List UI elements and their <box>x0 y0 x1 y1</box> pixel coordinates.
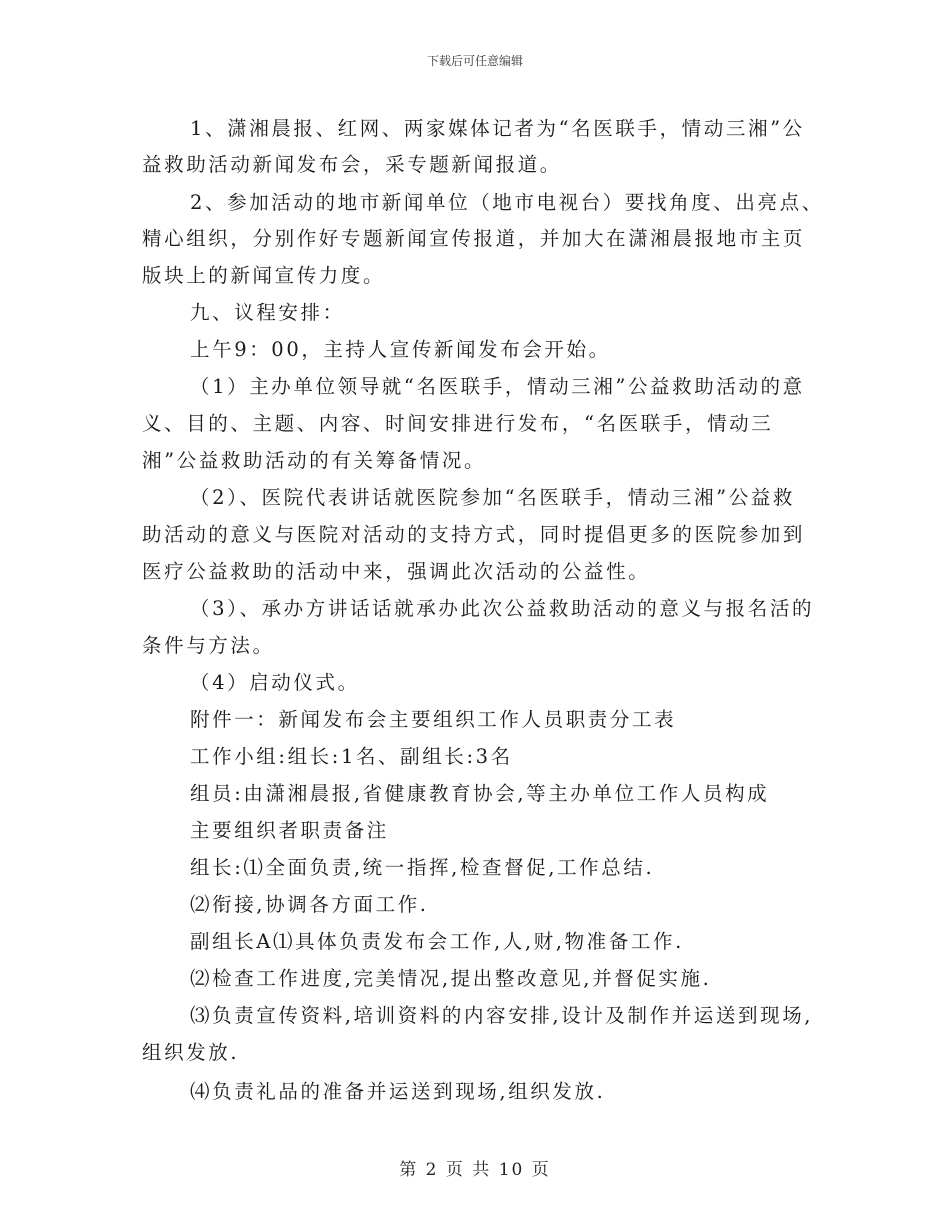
paragraph-line: 上午9：00，主持人宣传新闻发布会开始。 <box>190 338 611 361</box>
paragraph-line: ⑵衔接,协调各方面工作. <box>190 893 429 916</box>
paragraph-line: ⑶负责宣传资料,培训资料的内容安排,设计及制作并运送到现场, <box>190 1004 814 1027</box>
paragraph-line: 助活动的意义与医院对活动的支持方式，同时提倡更多的医院参加到 <box>142 523 806 546</box>
paragraph-line: （4）启动仪式。 <box>190 671 360 694</box>
page-footer: 第 2 页 共 10 页 <box>399 1160 551 1180</box>
paragraph-line: （2）、医院代表讲话就医院参加“名医联手，情动三湘”公益救 <box>190 486 795 509</box>
paragraph-line: 条件与方法。 <box>142 634 275 657</box>
paragraph-line: 医疗公益救助的活动中来，强调此次活动的公益性。 <box>142 560 651 583</box>
paragraph-line: 组织发放. <box>142 1041 240 1064</box>
paragraph-line: （3）、承办方讲话话就承办此次公益救助活动的意义与报名活的 <box>190 597 815 620</box>
paragraph-line: 附件一：新闻发布会主要组织工作人员职责分工表 <box>190 708 677 731</box>
paragraph-line: （1）主办单位领导就“名医联手，情动三湘”公益救助活动的意 <box>190 375 805 398</box>
paragraph-line: 组员:由潇湘晨报,省健康教育协会,等主办单位工作人员构成 <box>190 782 770 805</box>
paragraph-line: 工作小组:组长:1名、副组长:3名 <box>190 745 513 768</box>
paragraph-line: ⑵检查工作进度,完美情况,提出整改意见,并督促实施. <box>190 967 712 990</box>
paragraph-line: 2、参加活动的地市新闻单位（地市电视台）要找角度、出亮点、 <box>190 191 824 214</box>
paragraph-line: 益救助活动新闻发布会，采专题新闻报道。 <box>142 153 562 176</box>
paragraph-line: 主要组织者职责备注 <box>190 819 389 842</box>
paragraph-line: 义、目的、主题、内容、时间安排进行发布，“名医联手，情动三 <box>142 412 774 435</box>
paragraph-line: 九、议程安排： <box>190 301 345 324</box>
paragraph-line: 1、潇湘晨报、红网、两家媒体记者为“名医联手，情动三湘”公 <box>190 117 805 140</box>
paragraph-line: 版块上的新闻宣传力度。 <box>142 264 386 287</box>
paragraph-line: 组长:⑴全面负责,统一指挥,检查督促,工作总结. <box>190 856 655 879</box>
paragraph-line: 湘”公益救助活动的有关筹备情况。 <box>142 449 487 472</box>
paragraph-line: 副组长A⑴具体负责发布会工作,人,财,物准备工作. <box>190 930 684 953</box>
page-header: 下载后可任意编辑 <box>426 54 523 68</box>
paragraph-line: ⑷负责礼品的准备并运送到现场,组织发放. <box>190 1080 606 1103</box>
paragraph-line: 精心组织，分别作好专题新闻宣传报道，并加大在潇湘晨报地市主页 <box>142 227 806 250</box>
